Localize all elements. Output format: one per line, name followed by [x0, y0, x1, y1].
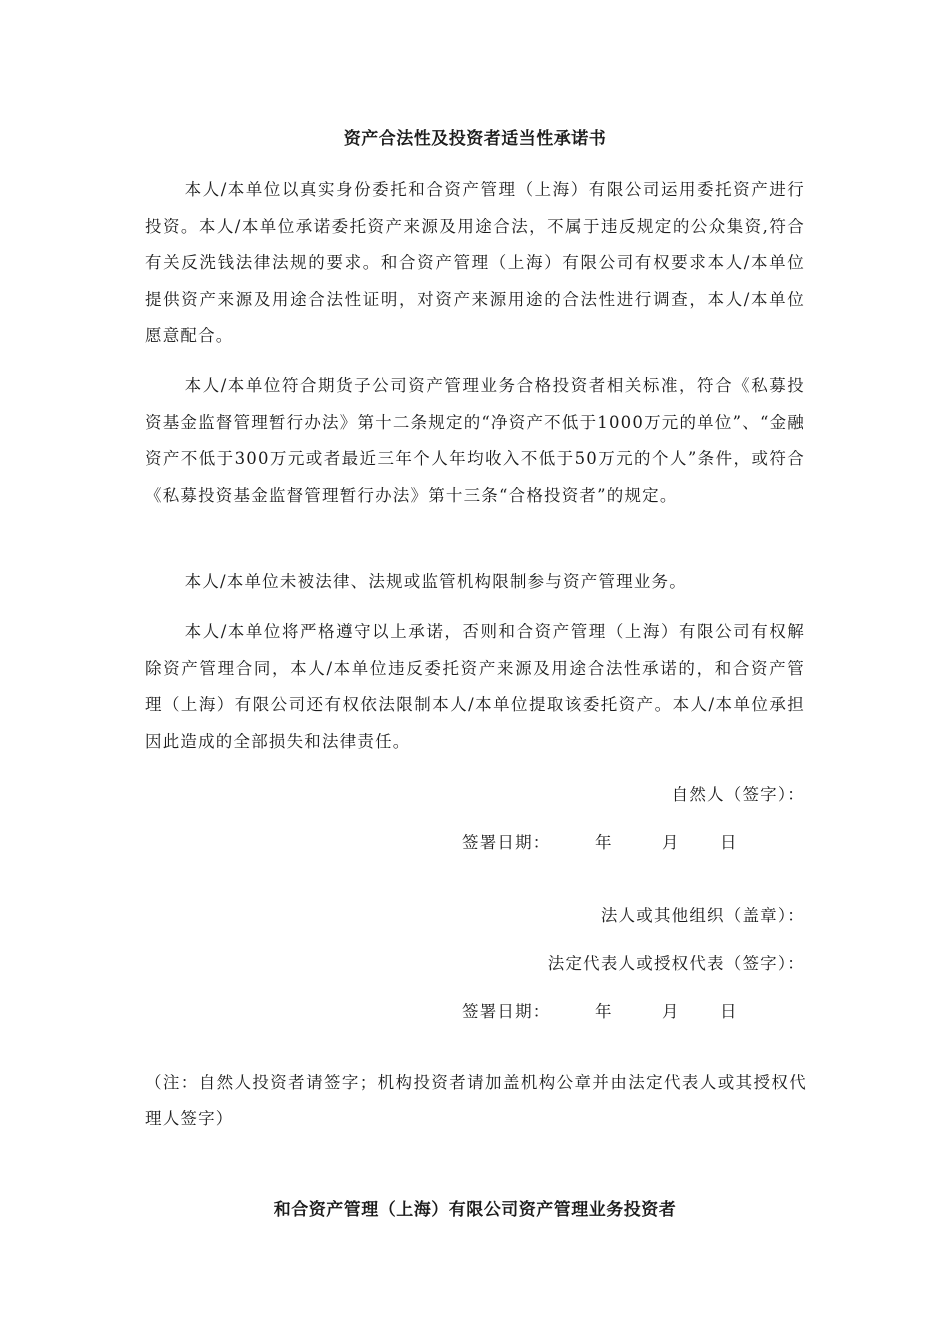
- paragraph-qualified-investor: 本人/本单位符合期货子公司资产管理业务合格投资者相关标准，符合《私募投资基金监督管理暂行办法》第十二条规定的“净资产不低于1000万元的单位”、“金融资产不低于300万元或者最近三年个人年均收入不低于50万元的个人”条件，或符合《私募投资基金监督管理暂行办法》第十三条“合格投资者”的规定。: [145, 376, 805, 505]
- paragraph-asset-legality: 本人/本单位以真实身份委托和合资产管理（上海）有限公司运用委托资产进行投资。本人/本单位承诺委托资产来源及用途合法，不属于违反规定的公众集资,符合有关反洗钱法律法规的要求。和合资产管理（上海）有限公司有权要求本人/本单位提供资产来源及用途合法性证明，对资产来源用途的合法性进行调查，本人/本单位愿意配合。: [145, 180, 805, 345]
- signing-date-label: 签署日期：: [462, 1002, 551, 1021]
- natural-person-signature-label: 自然人（签字）：: [671, 785, 805, 804]
- date-month-label: 月: [662, 1002, 680, 1021]
- representative-signature-label: 法定代表人或授权代表（签字）：: [547, 954, 805, 973]
- legal-entity-seal-label: 法人或其他组织（盖章）：: [600, 906, 805, 925]
- signing-date-label: 签署日期：: [462, 833, 551, 852]
- date-year-label: 年: [595, 1002, 613, 1021]
- document-title: 资产合法性及投资者适当性承诺书: [343, 129, 607, 149]
- date-day-label: 日: [720, 833, 738, 852]
- paragraph-no-restriction: 本人/本单位未被法律、法规或监管机构限制参与资产管理业务。: [184, 572, 687, 591]
- date-day-label: 日: [720, 1002, 738, 1021]
- paragraph-compliance: 本人/本单位将严格遵守以上承诺，否则和合资产管理（上海）有限公司有权解除资产管理合同，本人/本单位违反委托资产来源及用途合法性承诺的，和合资产管理（上海）有限公司还有权依法限制本人/本单位提取该委托资产。本人/本单位承担因此造成的全部损失和法律责任。: [145, 622, 805, 751]
- signing-note: （注：自然人投资者请签字；机构投资者请加盖机构公章并由法定代表人或其授权代理人签字）: [145, 1073, 807, 1128]
- date-month-label: 月: [662, 833, 680, 852]
- footer-section-title: 和合资产管理（上海）有限公司资产管理业务投资者: [273, 1200, 677, 1220]
- date-year-label: 年: [595, 833, 613, 852]
